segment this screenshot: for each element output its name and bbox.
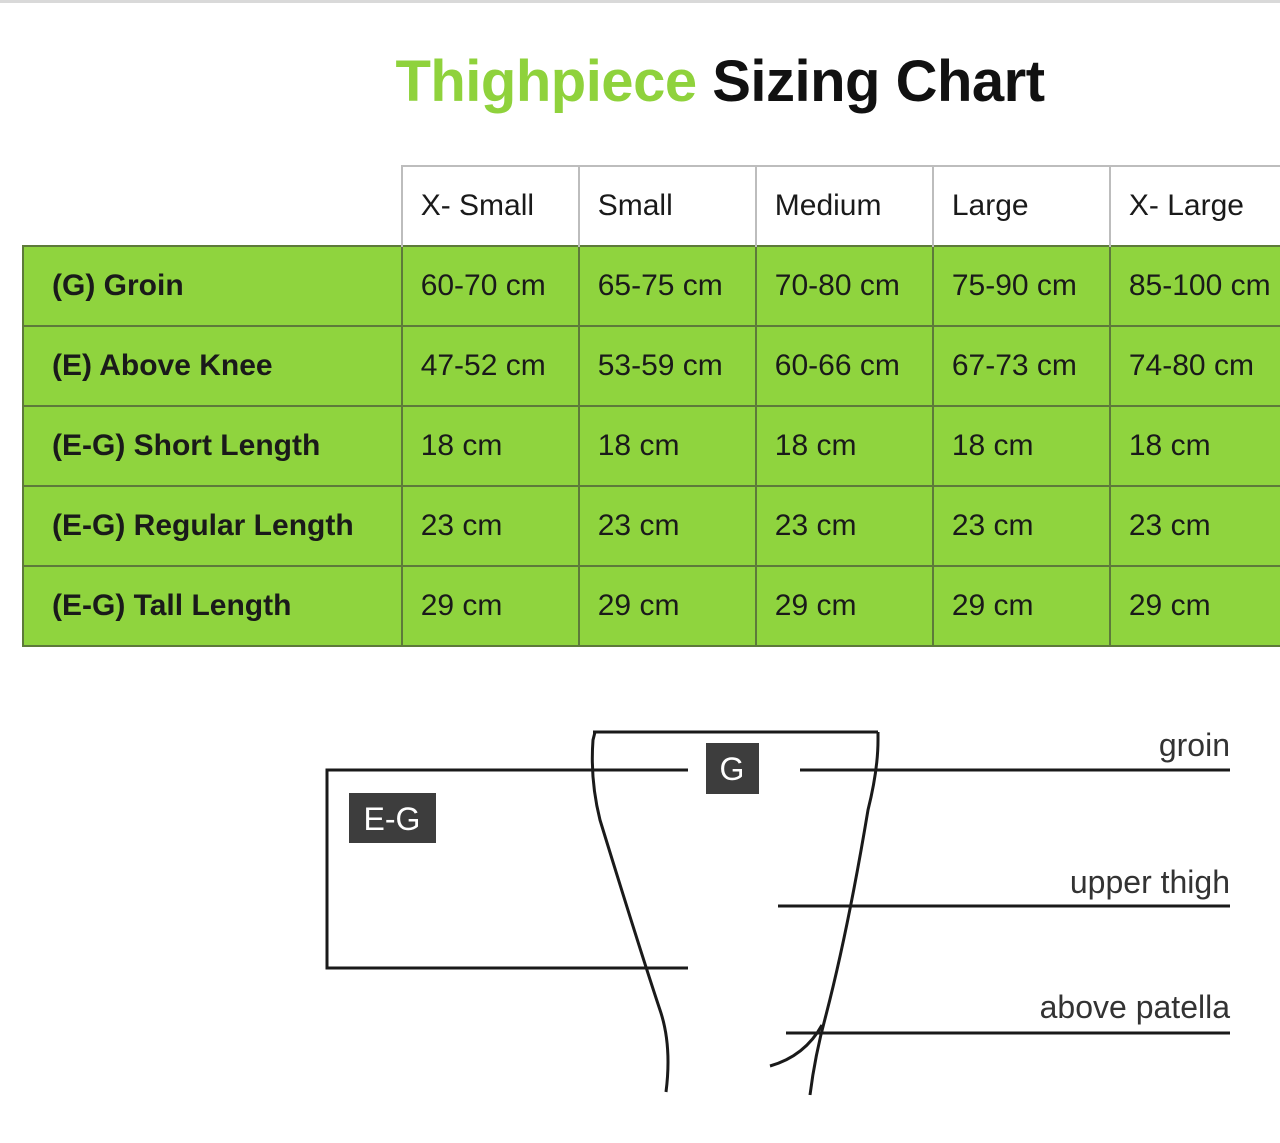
label-upper-thigh: upper thigh [1069, 864, 1230, 900]
table-cell: 18 cm [579, 406, 756, 486]
label-groin: groin [1158, 727, 1230, 763]
table-cell: 65-75 cm [579, 246, 756, 326]
table-row [23, 246, 1280, 326]
table-cell: 47-52 cm [402, 326, 579, 406]
badge-g-text: G [719, 751, 745, 787]
row-label: (G) Groin [23, 246, 402, 326]
corner-cell [23, 166, 402, 246]
table-cell: 60-70 cm [402, 246, 579, 326]
table-cell: 23 cm [933, 486, 1110, 566]
leg-outline-right [810, 732, 878, 1095]
label-above-patella: above patella [1039, 989, 1230, 1025]
title-rest: Sizing Chart [712, 49, 1045, 114]
table-cell: 23 cm [1110, 486, 1280, 566]
table-cell: 29 cm [402, 566, 579, 646]
table-cell: 29 cm [933, 566, 1110, 646]
top-rule [0, 0, 1280, 3]
table-cell: 29 cm [1110, 566, 1280, 646]
table-cell: 53-59 cm [579, 326, 756, 406]
table-row [23, 406, 1280, 486]
table-cell: 75-90 cm [933, 246, 1110, 326]
sizing-table [22, 165, 1280, 647]
table-cell: 29 cm [579, 566, 756, 646]
table-cell: 74-80 cm [1110, 326, 1280, 406]
table-row [23, 486, 1280, 566]
table-cell: 67-73 cm [933, 326, 1110, 406]
title-accent: Thighpiece [395, 49, 697, 114]
row-label: (E-G) Regular Length [23, 486, 402, 566]
table-row [23, 326, 1280, 406]
header-row [23, 166, 1280, 246]
thighpiece-diagram [0, 700, 1280, 1120]
table-row [23, 566, 1280, 646]
column-header: X- Small [402, 166, 579, 246]
table-cell: 70-80 cm [756, 246, 933, 326]
table-cell: 85-100 cm [1110, 246, 1280, 326]
page-title [0, 48, 1280, 115]
column-header: Large [933, 166, 1110, 246]
table-cell: 23 cm [579, 486, 756, 566]
table-cell: 18 cm [756, 406, 933, 486]
row-label: (E-G) Short Length [23, 406, 402, 486]
table-cell: 23 cm [402, 486, 579, 566]
row-label: (E-G) Tall Length [23, 566, 402, 646]
leg-outline-left [592, 732, 668, 1092]
table-cell: 18 cm [1110, 406, 1280, 486]
table-cell: 18 cm [933, 406, 1110, 486]
table-cell: 23 cm [756, 486, 933, 566]
column-header: Medium [756, 166, 933, 246]
table-cell: 18 cm [402, 406, 579, 486]
row-label: (E) Above Knee [23, 326, 402, 406]
column-header: Small [579, 166, 756, 246]
badge-eg-text: E-G [363, 801, 421, 837]
table-cell: 60-66 cm [756, 326, 933, 406]
column-header: X- Large [1110, 166, 1280, 246]
table-cell: 29 cm [756, 566, 933, 646]
